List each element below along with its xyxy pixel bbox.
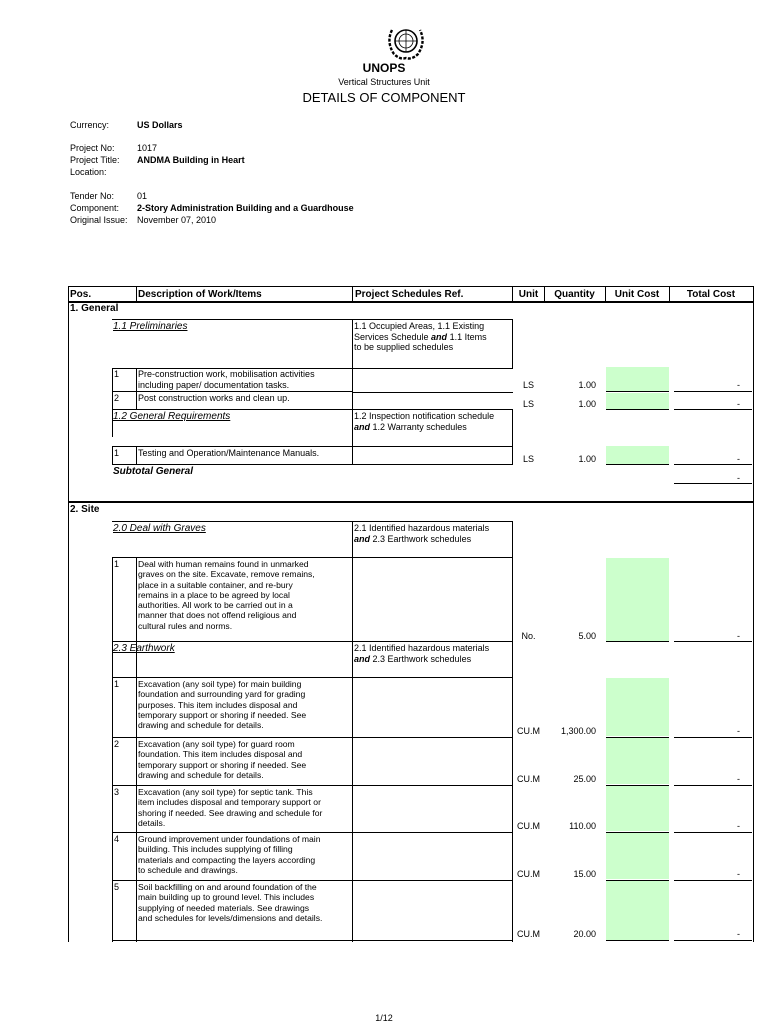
graves-title: 2.0 Deal with Graves [113,523,206,534]
header-unit-cost: Unit Cost [614,289,660,300]
header-pos: Pos. [70,289,92,300]
project-no-label: Project No: [70,143,115,153]
document-title: DETAILS OF COMPONENT [302,90,466,105]
preliminaries-title: 1.1 Preliminaries [113,321,188,332]
unit-cost-cell[interactable] [606,738,669,784]
subtotal-general-label: Subtotal General [113,466,194,477]
unit-cost-cell[interactable] [606,786,669,831]
section-site-title: 2. Site [70,504,100,515]
header-total-cost: Total Cost [686,289,736,300]
header-schedules: Project Schedules Ref. [355,289,464,300]
unit-cost-cell[interactable] [606,833,669,879]
earthwork-schedule-ref: 2.1 Identified hazardous materials and 2.3 Earthwork schedules [354,643,490,664]
unit-cost-cell[interactable] [606,881,669,940]
un-emblem-logo [382,22,430,62]
preliminaries-schedule-ref: 1.1 Occupied Areas, 1.1 Existing Services Schedule and 1.1 Items to be supplied schedules [354,321,487,352]
subtotal-general-value: - [737,473,740,483]
organization-name: UNOPS [362,61,406,75]
location-label: Location: [70,167,107,177]
tender-no-value: 01 [137,191,148,201]
header-description: Description of Work/Items [138,289,262,300]
general-requirements-schedule-ref: 1.2 Inspection notification schedule and 1.2 Warranty schedules [354,411,495,432]
unit-cost-cell[interactable] [606,446,669,464]
project-title-label: Project Title: [70,155,120,165]
earthwork-title: 2.3 Earthwork [113,643,175,654]
header-quantity: Quantity [554,289,595,300]
unit-cost-cell[interactable] [606,393,669,410]
original-issue-value: November 07, 2010 [137,215,217,225]
component-value: 2-Story Administration Building and a Guardhouse [137,203,354,213]
project-title-value: ANDMA Building in Heart [137,155,245,165]
currency-label: Currency: [70,120,110,130]
unit-name: Vertical Structures Unit [338,77,430,87]
original-issue-label: Original Issue: [70,215,128,225]
component-label: Component: [70,203,120,213]
unit-cost-cell[interactable] [606,558,669,641]
unit-cost-cell[interactable] [606,367,669,391]
currency-value: US Dollars [137,120,183,130]
header-unit: Unit [518,289,539,300]
tender-no-label: Tender No: [70,191,115,201]
unit-cost-cell[interactable] [606,678,669,736]
general-requirements-title: 1.2 General Requirements [113,411,231,422]
project-no-value: 1017 [137,143,158,153]
section-general-title: 1. General [70,303,119,314]
graves-schedule-ref: 2.1 Identified hazardous materials and 2.3 Earthwork schedules [354,523,490,544]
page-number: 1/12 [375,1013,393,1023]
